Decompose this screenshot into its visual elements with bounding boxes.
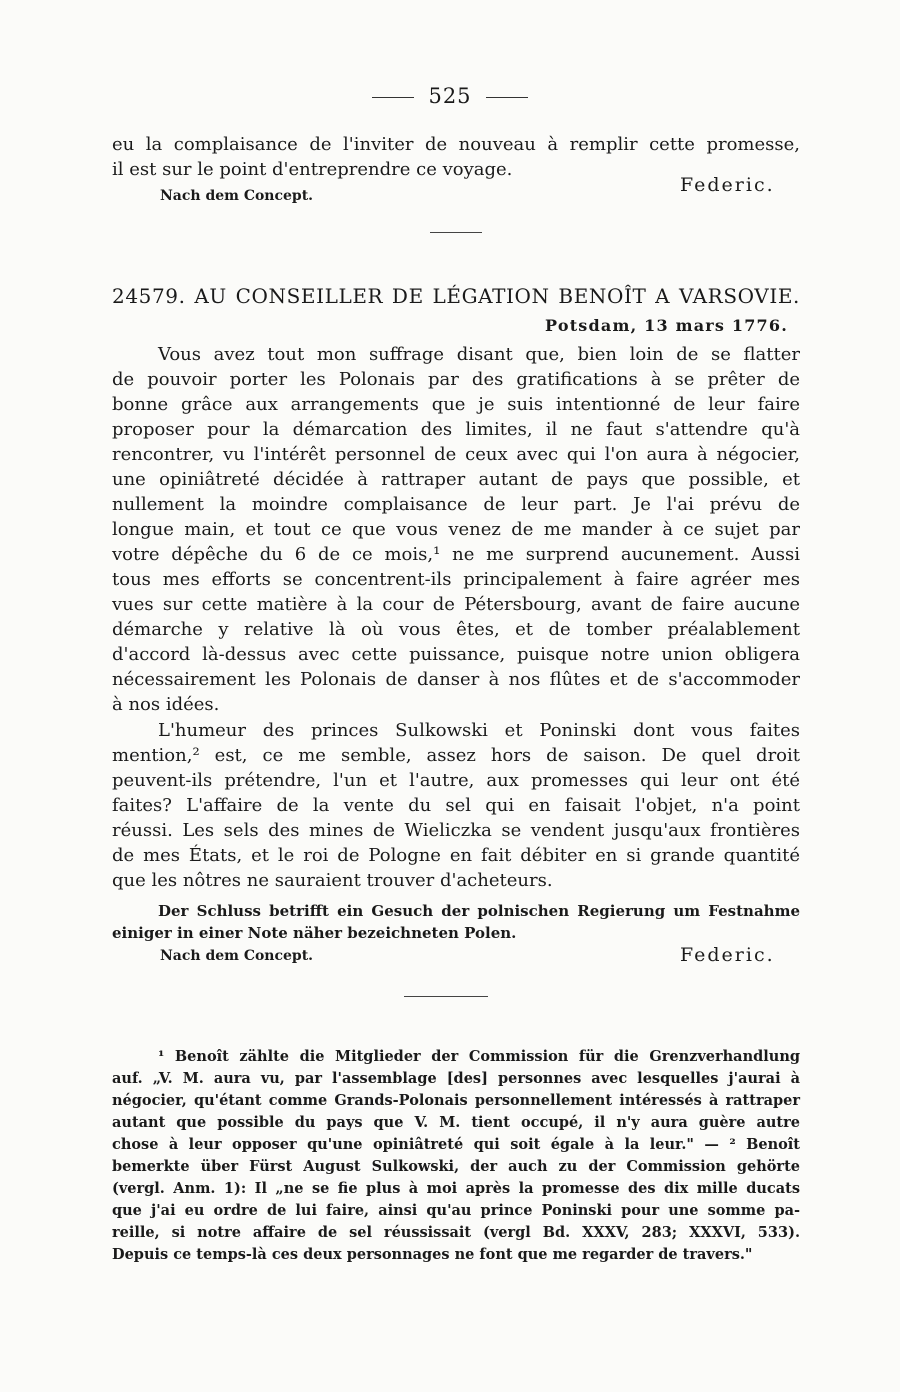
text-line: L'humeur des princes Sulkowski et Poninski dont vous faites [158,720,800,741]
footnote-line: autant que possible du pays que V. M. tient occupé, il n'y aura guère autre [112,1114,800,1131]
text-line: une opiniâtreté décidée à rattraper autant de pays que possible, et [112,469,800,490]
text-line: bonne grâce aux arrangements que je suis intentionné de leur faire [112,394,800,415]
footnote-line: Depuis ce temps-là ces deux personnages ne font que me regarder de travers." [112,1246,753,1263]
letter-heading: 24579. AU CONSEILLER DE LÉGATION BENOÎT A VARSOVIE. [112,284,800,308]
letter-paragraph-1 [112,342,800,717]
page-number: 525 [428,84,472,108]
dateline: Potsdam, 13 mars 1776. [545,316,788,335]
text-line: Vous avez tout mon suffrage disant que, bien loin de se flatter [158,344,800,365]
text-line: à nos idées. [112,694,220,715]
page-header [0,84,900,108]
closing-note [112,900,800,944]
text-line: il est sur le point d'entreprendre ce voyage. [112,159,513,180]
header-dash-left [372,97,414,98]
text-line: démarche y relative là où vous êtes, et de tomber préalablement [112,619,800,640]
signature: Federic. [680,944,775,966]
text-line: peuvent-ils prétendre, l'un et l'autre, aux promesses qui leur ont été [112,770,800,791]
footnotes [112,1046,800,1266]
text-line: réussi. Les sels des mines de Wieliczka se vendent jusqu'aux frontières [112,820,800,841]
text-line: proposer pour la démarcation des limites, il ne faut s'attendre qu'à [112,419,800,440]
footnote-line: négocier, qu'étant comme Grands-Polonais personnellement intéressés à rattraper [112,1092,800,1109]
text-line: rencontrer, vu l'intérêt personnel de ceux avec qui l'on aura à négocier, [112,444,800,465]
signature: Federic. [680,174,775,196]
footnote-line: chose à leur opposer qu'une opiniâtreté qui soit égale à la leur." — ² Benoît [112,1136,800,1153]
text-line: einiger in einer Note näher bezeichneten Polen. [112,924,517,942]
text-line: tous mes efforts se concentrent-ils principalement à faire agréer mes [112,569,800,590]
letter-paragraph-2 [112,718,800,893]
source-note: Nach dem Concept. [160,188,314,204]
text-line: nécessairement les Polonais de danser à nos flûtes et de s'accommoder [112,669,800,690]
footnote-line: ¹ Benoît zählte die Mitglieder der Commission für die Grenzverhandlung [158,1048,800,1065]
footnote-line: que j'ai eu ordre de lui faire, ainsi qu'au prince Poninski pour une somme pa- [112,1202,800,1219]
text-line: que les nôtres ne sauraient trouver d'acheteurs. [112,870,553,891]
source-note: Nach dem Concept. [160,948,314,964]
text-line: longue main, et tout ce que vous venez de me mander à ce sujet par [112,519,800,540]
text-line: nullement la moindre complaisance de leur part. Je l'ai prévu de [112,494,800,515]
section-divider [430,232,482,233]
text-line: de pouvoir porter les Polonais par des gratifications à se prêter de [112,369,800,390]
text-line: de mes États, et le roi de Pologne en fait débiter en si grande quantité [112,845,800,866]
text-line: eu la complaisance de l'inviter de nouveau à remplir cette promesse, [112,134,800,155]
text-line: vues sur cette matière à la cour de Pétersbourg, avant de faire aucune [112,594,800,615]
text-line: d'accord là-dessus avec cette puissance, puisque notre union obligera [112,644,800,665]
text-line: faites? L'affaire de la vente du sel qui en faisait l'objet, n'a point [112,795,800,816]
footnote-line: auf. „V. M. aura vu, par l'assemblage [des] personnes avec lesquelles j'aurai à [112,1070,800,1087]
header-dash-right [486,97,528,98]
footnote-line: bemerkte über Fürst August Sulkowski, der auch zu der Commission gehörte [112,1158,800,1175]
section-divider [404,996,488,997]
text-line: votre dépêche du 6 de ce mois,¹ ne me surprend aucunement. Aussi [112,544,800,565]
footnote-line: reille, si notre affaire de sel réussissait (vergl Bd. XXXV, 283; XXXVI, 533). [112,1224,800,1241]
footnote-line: (vergl. Anm. 1): Il „ne se fie plus à moi après la promesse des dix mille ducats [112,1180,800,1197]
text-line: Der Schluss betrifft ein Gesuch der polnischen Regierung um Festnahme [158,902,800,920]
text-line: mention,² est, ce me semble, assez hors de saison. De quel droit [112,745,800,766]
